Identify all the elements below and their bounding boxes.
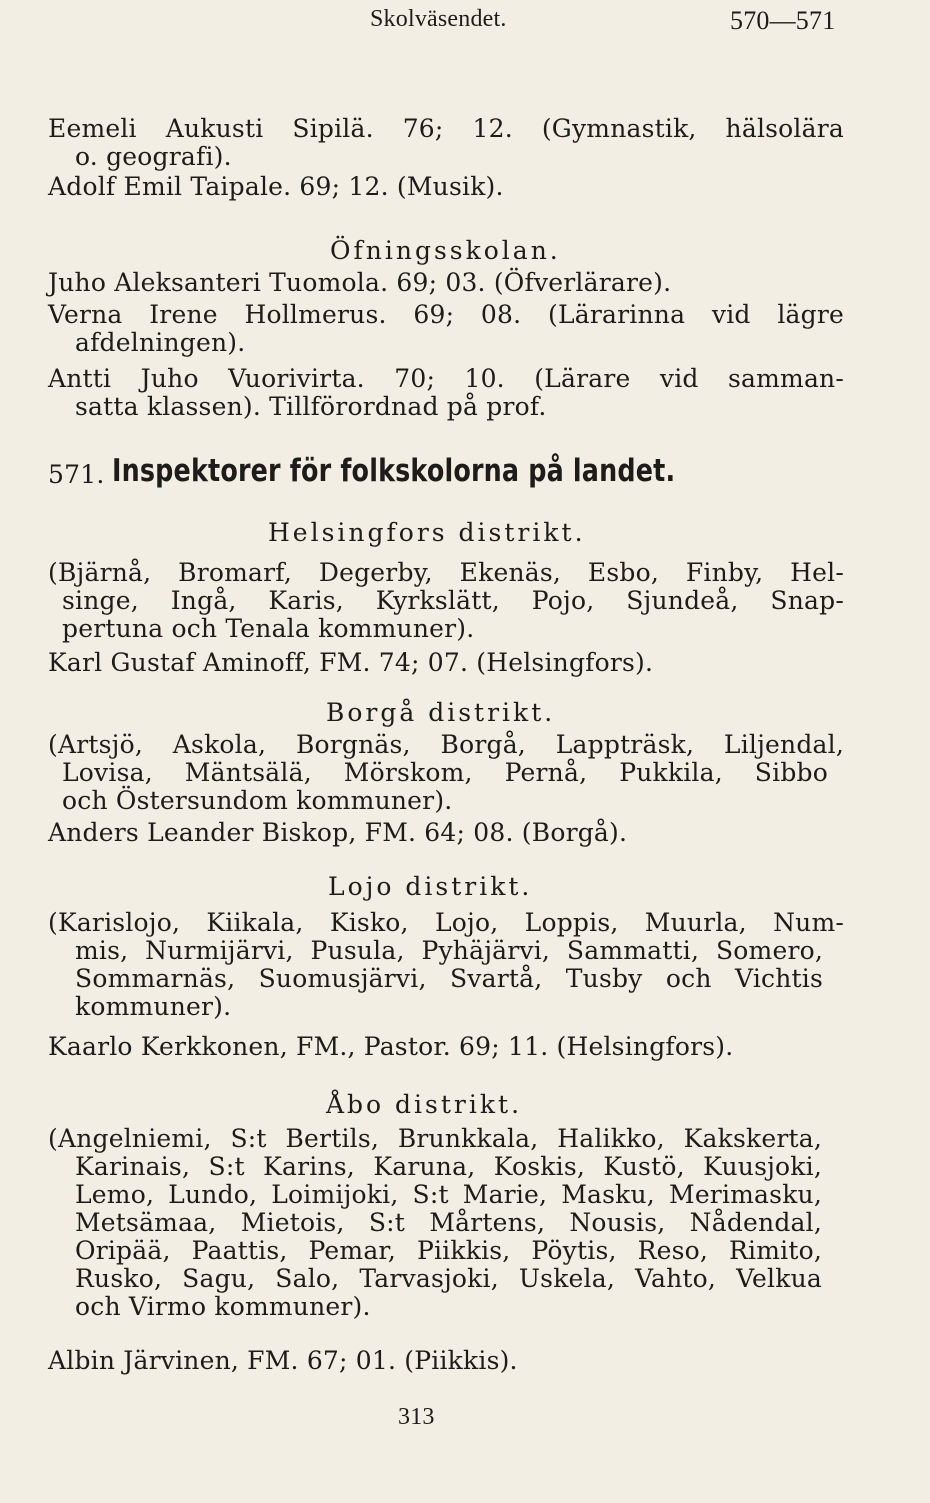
entry-line: (Bjärnå, Bromarf, Degerby, Ekenäs, Esbo, Finby, Hel- xyxy=(48,558,844,587)
entry-line: Oripää, Paattis, Pemar, Piikkis, Pöytis, Reso, Rimito, xyxy=(75,1236,822,1265)
entry-line: (Artsjö, Askola, Borgnäs, Borgå, Lappträsk, Liljendal, xyxy=(48,730,844,759)
entry-line: Anders Leander Biskop, FM. 64; 08. (Borgå). xyxy=(48,818,628,847)
page-number: 313 xyxy=(398,1404,435,1430)
entry-line: pertuna och Tenala kommuner). xyxy=(62,614,475,643)
entry-line: o. geografi). xyxy=(75,142,232,171)
district-heading: Borgå distrikt. xyxy=(326,698,556,727)
entry-line: Eemeli Aukusti Sipilä. 76; 12. (Gymnastik, hälsolära xyxy=(48,114,844,143)
entry-line: och Östersundom kommuner). xyxy=(62,786,453,815)
district-heading: Helsingfors distrikt. xyxy=(268,518,586,547)
entry-line: Lemo, Lundo, Loimijoki, S:t Marie, Masku, Merimasku, xyxy=(75,1180,822,1209)
entry-line: Lovisa, Mäntsälä, Mörskom, Pernå, Pukkila, Sibbo xyxy=(62,758,828,787)
page-range: 570—571 xyxy=(730,6,836,35)
entry-line: och Virmo kommuner). xyxy=(75,1292,371,1321)
entry-line: afdelningen). xyxy=(75,328,246,357)
section-number: 571. xyxy=(48,460,105,489)
entry-line: (Karislojo, Kiikala, Kisko, Lojo, Loppis, Muurla, Num- xyxy=(48,908,844,937)
entry-line: Karl Gustaf Aminoff, FM. 74; 07. (Helsingfors). xyxy=(48,648,654,677)
entry-line: Rusko, Sagu, Salo, Tarvasjoki, Uskela, Vahto, Velkua xyxy=(75,1264,822,1293)
running-header: Skolväsendet. xyxy=(370,6,507,32)
entry-line: Sommarnäs, Suomusjärvi, Svartå, Tusby och Vichtis xyxy=(75,964,823,993)
entry-line: Verna Irene Hollmerus. 69; 08. (Lärarinna vid lägre xyxy=(48,300,844,329)
district-heading: Lojo distrikt. xyxy=(328,872,533,901)
entry-line: Adolf Emil Taipale. 69; 12. (Musik). xyxy=(48,172,504,201)
entry-line: Kaarlo Kerkkonen, FM., Pastor. 69; 11. (Helsingfors). xyxy=(48,1032,734,1061)
district-heading: Åbo distrikt. xyxy=(326,1090,523,1119)
entry-line: mis, Nurmijärvi, Pusula, Pyhäjärvi, Sammatti, Somero, xyxy=(75,936,823,965)
entry-line: kommuner). xyxy=(75,992,232,1021)
entry-line: Albin Järvinen, FM. 67; 01. (Piikkis). xyxy=(48,1346,518,1375)
entry-line: Metsämaa, Mietois, S:t Mårtens, Nousis, Nådendal, xyxy=(75,1208,822,1237)
entry-line: Antti Juho Vuorivirta. 70; 10. (Lärare vid samman- xyxy=(48,364,844,393)
entry-line: Karinais, S:t Karins, Karuna, Koskis, Kustö, Kuusjoki, xyxy=(75,1152,822,1181)
entry-line: (Angelniemi, S:t Bertils, Brunkkala, Halikko, Kakskerta, xyxy=(48,1124,822,1153)
section-heading: Öfningsskolan. xyxy=(330,236,561,265)
entry-line: Juho Aleksanteri Tuomola. 69; 03. (Öfverlärare). xyxy=(48,268,672,297)
entry-line: singe, Ingå, Karis, Kyrkslätt, Pojo, Sjundeå, Snap- xyxy=(62,586,844,615)
chapter-title: Inspektorer för folkskolorna på landet. xyxy=(112,453,676,489)
entry-line: satta klassen). Tillförordnad på prof. xyxy=(75,392,547,421)
